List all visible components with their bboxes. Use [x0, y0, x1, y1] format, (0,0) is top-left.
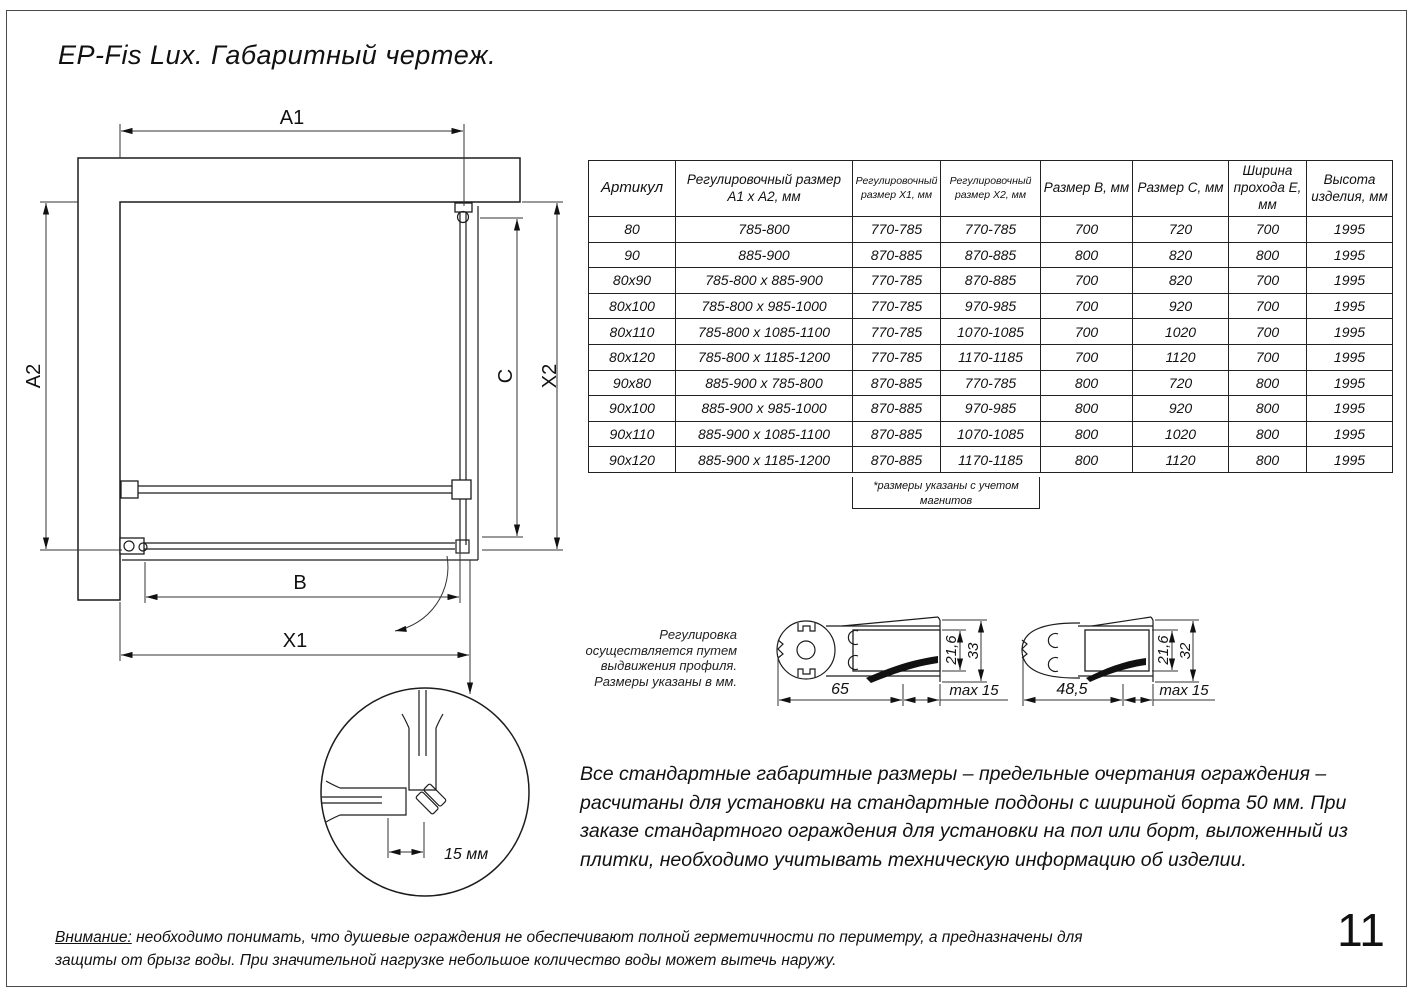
table-cell: 1170-1185 — [941, 344, 1041, 370]
warning-text — [55, 926, 1100, 972]
table-cell: 90 — [589, 242, 676, 268]
table-cell: 700 — [1041, 268, 1133, 294]
table-cell: 1170-1185 — [941, 447, 1041, 473]
table-cell: 720 — [1133, 370, 1229, 396]
table-cell: 800 — [1041, 370, 1133, 396]
profile-section-1 — [777, 617, 1008, 706]
table-cell: 785-800 x 985-1000 — [676, 293, 853, 319]
table-cell: 770-785 — [853, 217, 941, 243]
col-header-x1: Регулировочный размер Х1, мм — [853, 161, 941, 217]
table-cell: 870-885 — [853, 396, 941, 422]
table-row — [589, 242, 1393, 268]
table-cell: 700 — [1041, 293, 1133, 319]
table-row — [589, 396, 1393, 422]
table-cell: 700 — [1041, 344, 1133, 370]
table-cell: 1120 — [1133, 447, 1229, 473]
table-cell: 870-885 — [941, 242, 1041, 268]
table-cell: 90x80 — [589, 370, 676, 396]
table-row — [589, 268, 1393, 294]
table-cell: 1120 — [1133, 344, 1229, 370]
table-cell: 885-900 — [676, 242, 853, 268]
table-cell: 800 — [1229, 447, 1307, 473]
p1-outer-label: 33 — [965, 642, 982, 660]
dim-label-b: B — [293, 572, 307, 594]
table-cell: 700 — [1229, 268, 1307, 294]
table-cell: 1995 — [1307, 421, 1393, 447]
table-cell: 1995 — [1307, 370, 1393, 396]
warning-body: необходимо понимать, что душевые ограждения не обеспечивают полной герметичности по периметру, а предназначены для защиты от брызг воды. При значительной нагрузке небольшое количество воды может вытечь наружу. — [55, 929, 1083, 969]
col-header-height: Высота изделия, мм — [1307, 161, 1393, 217]
table-cell: 870-885 — [853, 421, 941, 447]
p2-outer-label: 32 — [1177, 642, 1194, 660]
table-cell: 90x100 — [589, 396, 676, 422]
table-cell: 800 — [1229, 370, 1307, 396]
table-cell: 820 — [1133, 242, 1229, 268]
table-cell: 885-900 x 1085-1100 — [676, 421, 853, 447]
table-cell: 80x100 — [589, 293, 676, 319]
p1-max-label: max 15 — [949, 682, 999, 699]
col-header-a1a2: Регулировочный размер А1 х А2, мм — [676, 161, 853, 217]
table-cell: 770-785 — [853, 293, 941, 319]
col-header-e: Ширина прохода Е, мм — [1229, 161, 1307, 217]
size-table-body — [589, 217, 1393, 473]
dimension-lines — [23, 107, 563, 694]
table-cell: 700 — [1041, 319, 1133, 345]
p1-width-label: 65 — [831, 681, 849, 698]
table-cell: 1995 — [1307, 268, 1393, 294]
table-cell: 785-800 x 1085-1100 — [676, 319, 853, 345]
table-cell: 1070-1085 — [941, 319, 1041, 345]
table-cell: 885-900 x 785-800 — [676, 370, 853, 396]
table-cell: 1995 — [1307, 217, 1393, 243]
table-cell: 80x90 — [589, 268, 676, 294]
table-cell: 1020 — [1133, 421, 1229, 447]
warning-label: Внимание: — [55, 929, 132, 946]
p2-width-label: 48,5 — [1056, 681, 1088, 698]
table-cell: 770-785 — [941, 217, 1041, 243]
table-cell: 1995 — [1307, 396, 1393, 422]
table-cell: 800 — [1229, 396, 1307, 422]
table-cell: 870-885 — [853, 370, 941, 396]
table-row — [589, 370, 1393, 396]
table-cell: 80x110 — [589, 319, 676, 345]
table-cell: 785-800 x 1185-1200 — [676, 344, 853, 370]
table-cell: 800 — [1229, 242, 1307, 268]
table-row — [589, 293, 1393, 319]
table-footnote: *размеры указаны с учетом магнитов — [852, 477, 1040, 509]
adjustment-note: Регулировка осуществляется путем выдвижения профиля. Размеры указаны в мм. — [585, 627, 737, 689]
col-header-x2: Регулировочный размер Х2, мм — [941, 161, 1041, 217]
table-cell: 885-900 x 985-1000 — [676, 396, 853, 422]
table-cell: 700 — [1229, 293, 1307, 319]
table-cell: 1995 — [1307, 242, 1393, 268]
table-row — [589, 217, 1393, 243]
standard-sizes-paragraph: Все стандартные габаритные размеры – предельные очертания ограждения – расчитаны для установки на стандартные поддоны с шириной борта 50 мм. При заказе стандартного ограждения для установки на пол или борт, выложенный из плитки, необходимо учитывать техническую информацию об изделии. — [580, 763, 1348, 871]
table-cell: 90x120 — [589, 447, 676, 473]
detail-dim-label: 15 мм — [444, 846, 489, 863]
dim-label-x1: X1 — [282, 630, 308, 652]
table-cell: 1995 — [1307, 447, 1393, 473]
table-cell: 785-800 x 885-900 — [676, 268, 853, 294]
table-cell: 970-985 — [941, 293, 1041, 319]
table-cell: 970-985 — [941, 396, 1041, 422]
table-cell: 80 — [589, 217, 676, 243]
table-cell: 870-885 — [941, 268, 1041, 294]
table-cell: 720 — [1133, 217, 1229, 243]
page-title: EP-Fis Lux. Габаритный чертеж. — [58, 40, 497, 70]
table-cell: 770-785 — [853, 344, 941, 370]
col-header-artikul: Артикул — [589, 161, 676, 217]
table-cell: 700 — [1229, 217, 1307, 243]
table-cell: 800 — [1229, 421, 1307, 447]
table-cell: 800 — [1041, 447, 1133, 473]
table-cell: 800 — [1041, 396, 1133, 422]
table-cell: 1070-1085 — [941, 421, 1041, 447]
table-cell: 1995 — [1307, 293, 1393, 319]
table-cell: 870-885 — [853, 447, 941, 473]
table-header-row — [589, 161, 1393, 217]
p1-inner-label: 21,6 — [943, 635, 960, 665]
table-cell: 90x110 — [589, 421, 676, 447]
table-cell: 80x120 — [589, 344, 676, 370]
table-row — [589, 319, 1393, 345]
profile-section-2 — [1022, 617, 1215, 706]
dim-label-c: C — [495, 368, 517, 384]
table-cell: 700 — [1041, 217, 1133, 243]
p2-inner-label: 21,6 — [1155, 635, 1172, 665]
p2-max-label: max 15 — [1159, 682, 1209, 699]
table-cell: 920 — [1133, 293, 1229, 319]
table-cell: 800 — [1041, 242, 1133, 268]
table-cell: 770-785 — [853, 268, 941, 294]
table-cell: 700 — [1229, 319, 1307, 345]
table-cell: 920 — [1133, 396, 1229, 422]
size-table — [588, 160, 1393, 473]
table-cell: 770-785 — [941, 370, 1041, 396]
col-header-c: Размер С, мм — [1133, 161, 1229, 217]
dim-label-a2: A2 — [23, 363, 45, 389]
detail-circle — [321, 688, 529, 896]
walls — [78, 158, 520, 600]
dim-label-x2: X2 — [539, 363, 561, 389]
dim-label-a1: A1 — [279, 107, 305, 129]
table-cell: 800 — [1041, 421, 1133, 447]
table-row — [589, 344, 1393, 370]
table-cell: 770-785 — [853, 319, 941, 345]
table-row — [589, 421, 1393, 447]
table-cell: 785-800 — [676, 217, 853, 243]
table-row — [589, 447, 1393, 473]
table-cell: 1020 — [1133, 319, 1229, 345]
door-swing-arc — [395, 556, 448, 631]
table-cell: 700 — [1229, 344, 1307, 370]
table-cell: 870-885 — [853, 242, 941, 268]
table-cell: 820 — [1133, 268, 1229, 294]
col-header-b: Размер В, мм — [1041, 161, 1133, 217]
table-cell: 1995 — [1307, 319, 1393, 345]
table-cell: 1995 — [1307, 344, 1393, 370]
page-number: 11 — [1337, 904, 1385, 956]
enclosure-glass — [120, 203, 478, 560]
table-cell: 885-900 x 1185-1200 — [676, 447, 853, 473]
